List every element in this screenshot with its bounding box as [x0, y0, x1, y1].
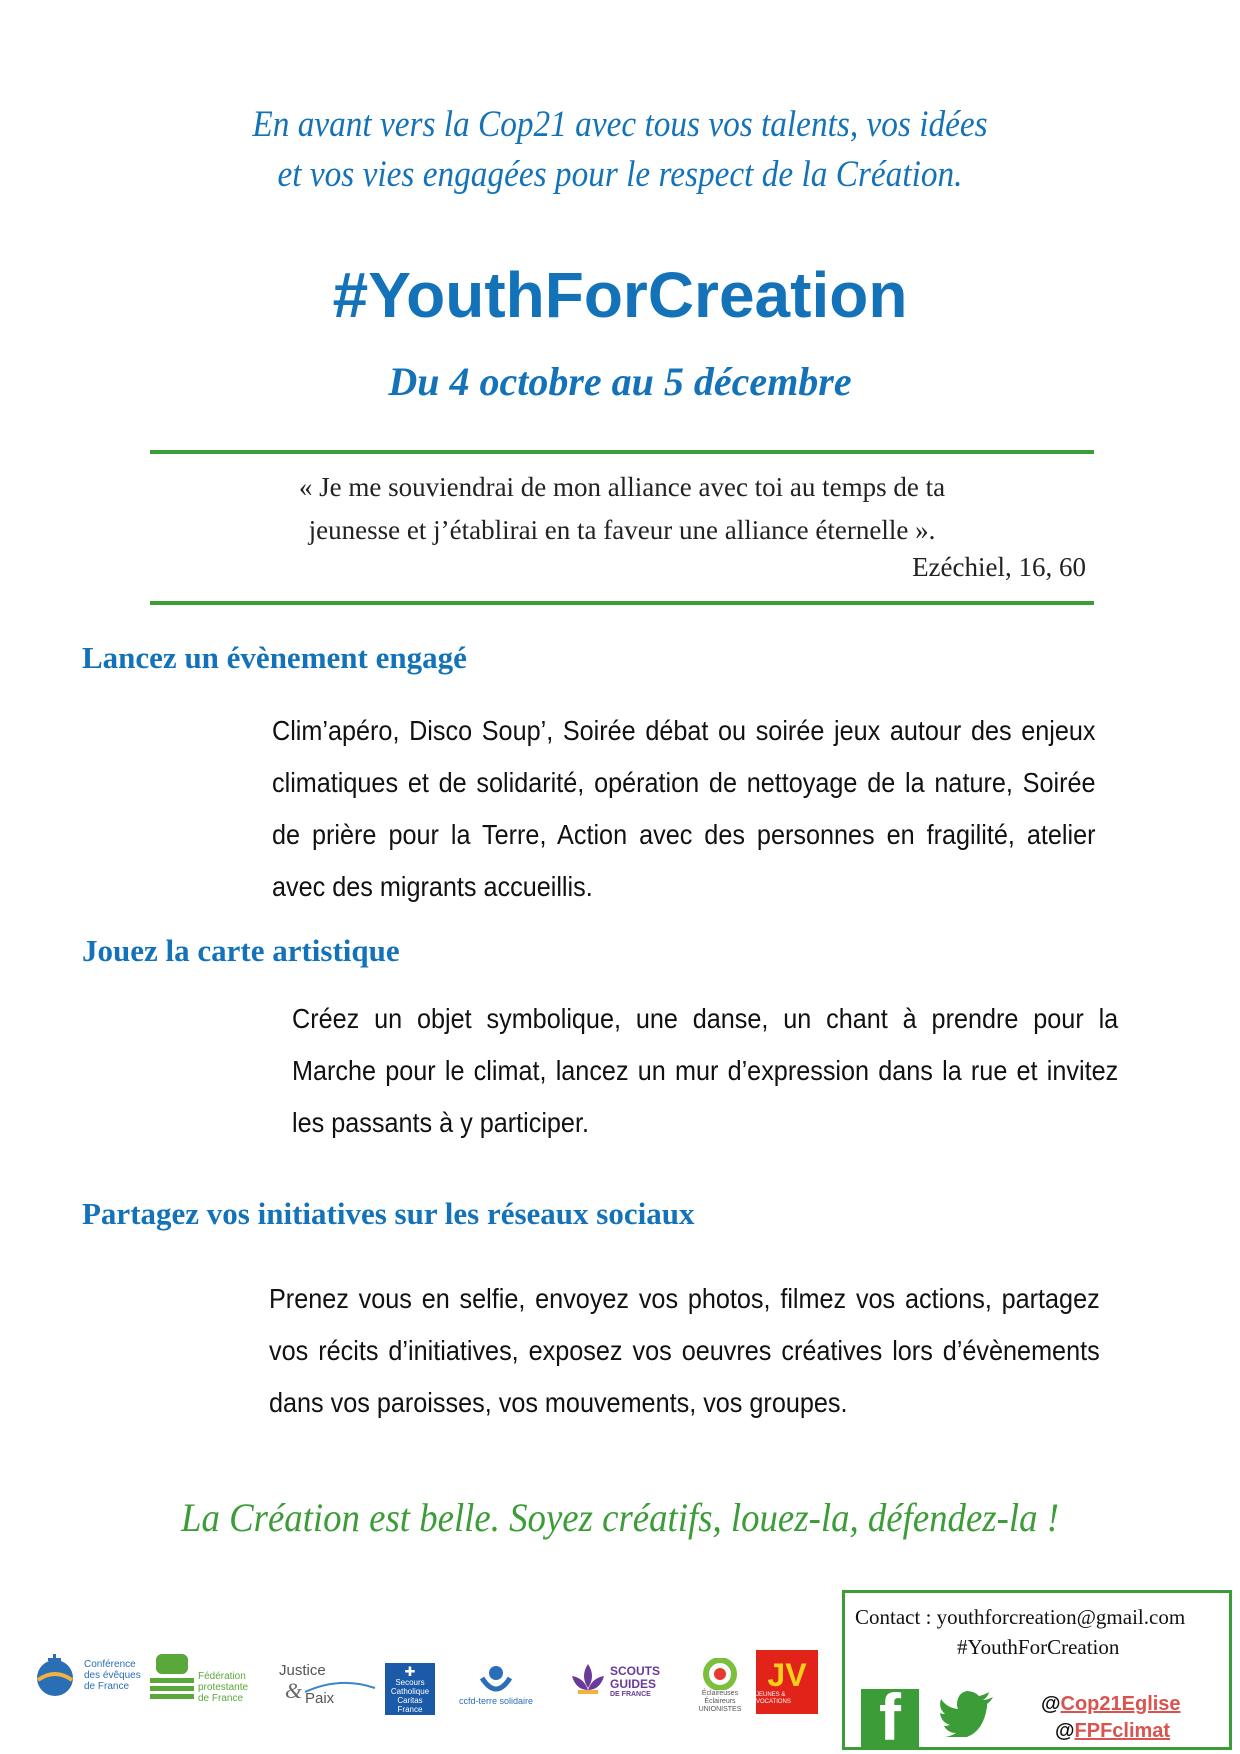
bottom-divider [150, 601, 1094, 605]
cef-text-3: de France [84, 1680, 130, 1692]
eeudf-text-3: UNIONISTES [698, 1706, 742, 1713]
ccfd-logo [450, 1664, 542, 1714]
eeudf-text-1: Éclaireuses [701, 1690, 739, 1697]
section-text-art: Créez un objet symbolique, une danse, un chant à prendre pour la Marche pour le climat, lancez un mur d’expression dans la rue et invitez les passants à y participer. [292, 1003, 1119, 1138]
eeudf-text-2: Éclaireurs [704, 1698, 736, 1705]
scouts-text-3: DE FRANCE [610, 1691, 651, 1698]
jv-caption: JEUNES & VOCATIONS [756, 1692, 791, 1705]
fpf-logo [150, 1650, 248, 1708]
section-heading-social: Partagez vos initiatives sur les réseaux sociaux [82, 1196, 695, 1231]
top-divider [150, 450, 1094, 454]
justice-paix-logo [275, 1662, 375, 1712]
jp-justice: Justice [279, 1662, 326, 1679]
secours-text-3: Caritas France [397, 1695, 423, 1714]
jp-paix: Paix [305, 1690, 335, 1707]
cef-logo [30, 1650, 141, 1700]
facebook-icon[interactable]: f [861, 1689, 919, 1747]
twitter-icon[interactable] [939, 1691, 995, 1737]
section-heading-art: Jouez la carte artistique [82, 933, 400, 968]
cross-icon: ✚ [404, 1663, 416, 1679]
quote-line-2: jeunesse et j’établirai en ta faveur une alliance éternelle ». [308, 515, 936, 545]
fpf-emblem-icon [150, 1650, 194, 1708]
quote-line-1: « Je me souviendrai de mon alliance avec toi au temps de ta [298, 472, 946, 502]
ccfd-text: ccfd-terre solidaire [458, 1696, 534, 1706]
slogan: La Création est belle. Soyez créatifs, louez-la, défendez-la ! [181, 1495, 1059, 1540]
jv-mark: JV [767, 1657, 807, 1693]
contact-box [842, 1590, 1232, 1750]
secours-text-1: Secours [395, 1677, 425, 1687]
secours-text-2: Catholique [390, 1686, 430, 1696]
scouts-guides-logo [568, 1662, 660, 1702]
fpf-text-3: de France [198, 1692, 244, 1704]
jp-swoosh-icon [305, 1674, 375, 1698]
secours-catholique-logo [385, 1663, 435, 1715]
section-text-social: Prenez vous en selfie, envoyez vos photos, filmez vos actions, partagez vos récits d’initiatives, exposez vos oeuvres créatives lors d’évènements dans vos paroisses, vos mouvements, vos groupes. [269, 1283, 1100, 1418]
ccfd-emblem-icon [479, 1664, 513, 1696]
scouts-text-1: SCOUTS [610, 1664, 661, 1678]
scouts-text-2: GUIDES [610, 1677, 657, 1691]
cef-text-1: Conférence [84, 1658, 136, 1670]
fpf-text-2: protestante [198, 1681, 249, 1693]
intro-line-2: et vos vies engagées pour le respect de la Création. [277, 154, 963, 195]
eeudf-logo [692, 1658, 748, 1716]
twitter-handle-fpfclimat[interactable]: @FPFclimat [1055, 1720, 1171, 1742]
cef-text-2: des évêques [84, 1669, 141, 1681]
hashtag-title: #YouthForCreation [332, 259, 908, 331]
quote-reference: Ezéchiel, 16, 60 [912, 552, 1086, 582]
contact-hashtag: #YouthForCreation [957, 1635, 1120, 1659]
section-heading-event: Lancez un évènement engagé [82, 640, 467, 675]
jp-ampersand: & [285, 1678, 303, 1703]
eeudf-emblem-icon [701, 1658, 739, 1690]
section-text-event: Clim’apéro, Disco Soup’, Soirée débat ou soirée jeux autour des enjeux climatiques et de solidarité, opération de nettoyage de la nature, Soirée de prière pour la Terre, Action avec des personnes en fragilité, atelier avec des migrants accueillis. [272, 715, 1096, 902]
fleur-de-lis-icon [568, 1662, 608, 1702]
contact-email-line: Contact : youthforcreation@gmail.com [855, 1605, 1186, 1629]
twitter-handle-cop21eglise[interactable]: @Cop21Eglise [1041, 1693, 1181, 1715]
intro-line-1: En avant vers la Cop21 avec tous vos talents, vos idées [252, 104, 988, 145]
date-range: Du 4 octobre au 5 décembre [388, 359, 852, 404]
fpf-text-1: Fédération [198, 1670, 246, 1682]
cef-emblem-icon [30, 1650, 80, 1700]
jeunes-vocations-logo [756, 1650, 818, 1714]
